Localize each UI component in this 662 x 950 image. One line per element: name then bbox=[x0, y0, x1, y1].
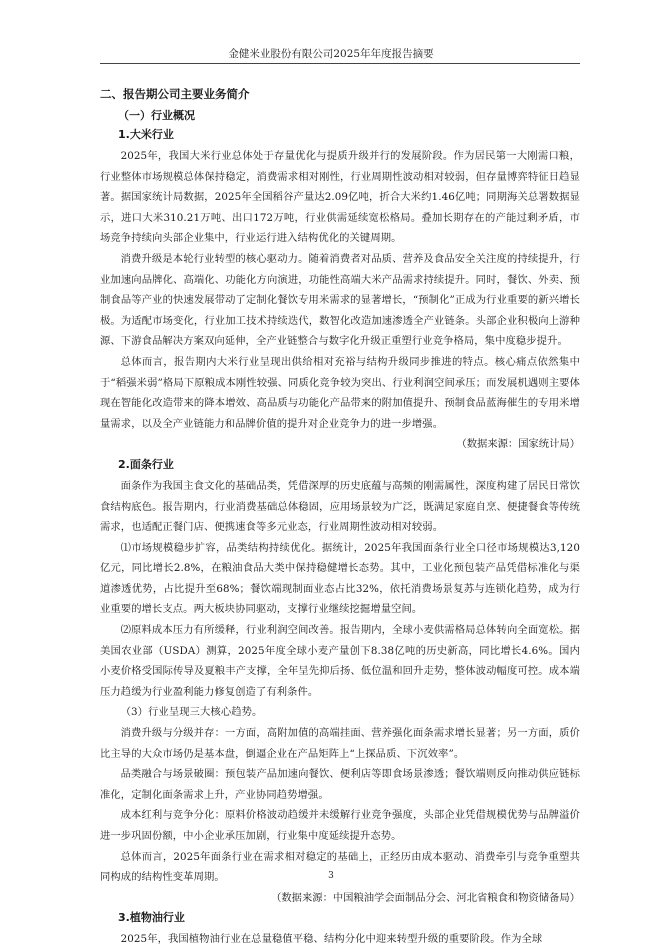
noodle-paragraph-7: 成本红利与竞争分化：原料价格波动趋缓并未缓解行业竞争强度，头部企业凭借规模优势与品牌溢价进一步巩固份额，中小企业承压加剧，行业集中度延续提升态势。 bbox=[100, 809, 580, 842]
report-header-title: 金健米业股份有限公司2025年年度报告摘要 bbox=[228, 48, 434, 60]
page-number: 3 bbox=[328, 871, 334, 881]
noodle-paragraph-8: 总体而言，2025年面条行业在需求相对稳定的基础上，正经历由成本驱动、消费牵引与竞争重塑共同构成的结构性变革周期。 bbox=[100, 850, 580, 884]
header-divider bbox=[100, 63, 580, 64]
oil-paragraph-1: 2025年，我国植物油行业在总量稳值平稳、结构分化中迎来转型升级的重要阶段。作为全球 bbox=[120, 933, 543, 946]
oil-industry-heading: 3.植物油行业 bbox=[118, 911, 185, 925]
noodle-data-source: （数据来源：中国粮油学会面制品分会、河北省粮食和物资储备局） bbox=[271, 891, 580, 904]
rice-paragraph-1: 2025年，我国大米行业总体处于存量优化与提质升级并行的发展阶段。作为居民第一大刚需口粮，行业整体市场规模总体保持稳定，消费需求相对刚性，行业周期性波动相对较弱，但存量博弈特征日趋显著。据国家统计局数据，2025年全国稻谷产量达2.09亿吨，折合大米约1.46亿吨；同期海关总署数据显示，进口大米310.21万吨、出口172万吨，行业供需延续宽松格局。叠加长期存在的产能过剩矛盾，市场竞争持续向头部企业集中，行业运行进入结构优化的关键周期。 bbox=[100, 150, 580, 245]
rice-paragraph-2: 消费升级是本轮行业转型的核心驱动力。随着消费者对品质、营养及食品安全关注度的持续提升，行业加速向品牌化、高端化、功能化方向演进，功能性高端大米产品需求持续提升。同时，餐饮、外卖、预制食品等产业的快速发展带动了定制化餐饮专用米需求的显著增长，“预制化”正成为行业重要的新兴增长极。为适配市场变化，行业加工技术持续迭代，数智化改造加速渗透全产业链条。头部企业积极向上游种源、下游食品解决方案双向延伸，全产业链整合与数字化升级正重塑行业竞争格局，集中度稳步提升。 bbox=[100, 252, 580, 348]
noodle-paragraph-1: 面条作为我国主食文化的基础品类，凭借深厚的历史底蕴与高频的刚需属性，深度构建了居民日常饮食结构底色。报告期内，行业消费基础总体稳固，应用场景较为广泛，既满足家庭自烹、便捷餐食等传统需求，也适配正餐门店、便携速食等多元业态，行业周期性波动相对较弱。 bbox=[100, 479, 580, 534]
noodle-paragraph-2: ⑴市场规模稳步扩容，品类结构持续优化。据统计，2025年我国面条行业全口径市场规模达3,120亿元，同比增长2.8%，在粮油食品大类中保持稳健增长态势。其中，工业化预包装产品凭借标准化与渠道渗透优势，占比提升至68%；餐饮端现制面业态占比32%，依托消费场景复苏与连锁化趋势，成为行业重要的增长支点。两大板块协同驱动，支撑行业继续挖掘增量空间。 bbox=[100, 541, 580, 616]
rice-paragraph-3: 总体而言，报告期内大米行业呈现出供给相对充裕与结构升级同步推进的特点。核心痛点依然集中于“稻强米弱”格局下原粮成本刚性较强、同质化竞争较为突出、行业利润空间承压；而发展机遇则主要体现在智能化改造带来的降本增效、高品质与功能化产品带来的附加值提升、预制食品蓝海催生的专用米增量需求，以及全产业链能力和品牌价值的提升对企业竞争力的进一步增强。 bbox=[100, 355, 580, 430]
page-content bbox=[100, 86, 580, 950]
rice-data-source: （数据来源：国家统计局） bbox=[456, 438, 580, 451]
noodle-paragraph-6: 品类融合与场景破圈：预包装产品加速向餐饮、便利店等即食场景渗透；餐饮端则反向推动供应链标准化，定制化面条需求上升，产业协同趋势增强。 bbox=[100, 768, 580, 801]
noodle-paragraph-4: （3）行业呈现三大核心趋势。 bbox=[120, 706, 263, 719]
noodle-paragraph-3: ⑵原料成本压力有所缓释，行业利润空间改善。报告期内，全球小麦供需格局总体转向全面宽松。据美国农业部（USDA）测算，2025年度全球小麦产量创下8.38亿吨的历史新高，同比增长4.6%。国内小麦价格受国际传导及夏粮丰产支撑，全年呈先抑后扬、低位温和回升走势，整体波动幅度可控。成本端压力趋缓为行业盈利能力修复创造了有利条件。 bbox=[100, 624, 580, 698]
section-title: 二、报告期公司主要业务简介 bbox=[100, 87, 250, 101]
rice-industry-heading: 1.大米行业 bbox=[118, 128, 174, 141]
noodle-paragraph-5: 消费升级与分级并存：一方面，高附加值的高端挂面、营养强化面条需求增长显著；另一方面，质价比主导的大众市场仍是基本盘，倒逼企业在产品矩阵上“上探品质、下沉效率”。 bbox=[100, 727, 580, 760]
subsection-title: （一）行业概况 bbox=[118, 109, 195, 122]
noodle-industry-heading: 2.面条行业 bbox=[118, 457, 174, 471]
